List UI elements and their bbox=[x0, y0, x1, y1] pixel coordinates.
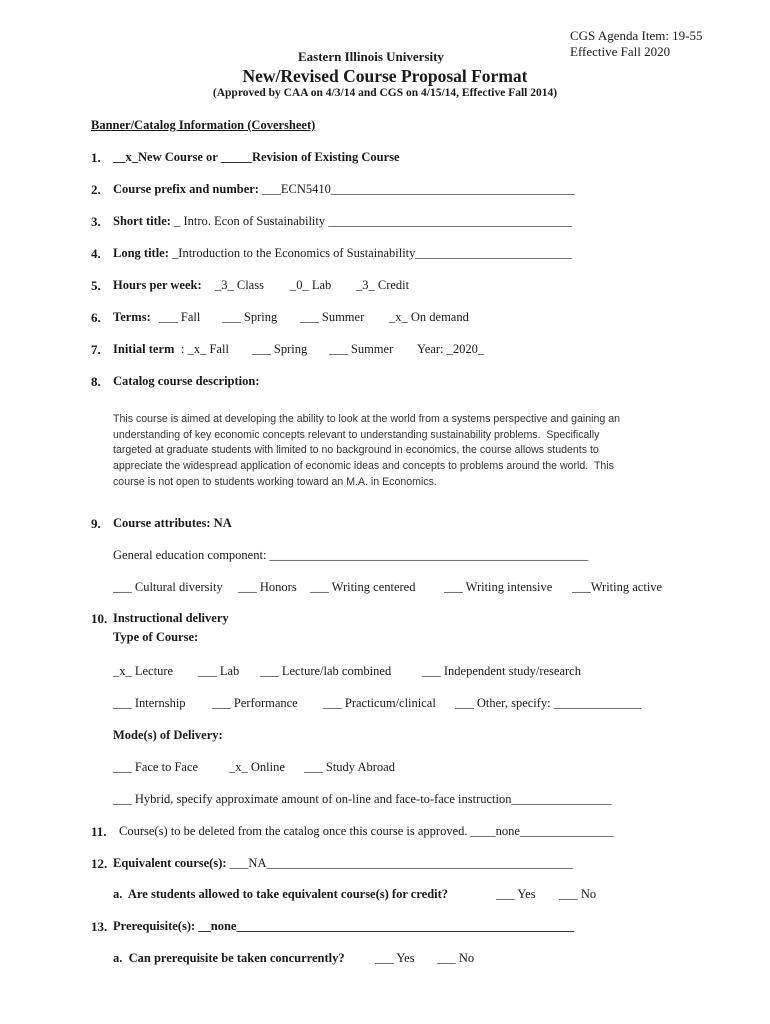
type-independent-study: ___ Independent study/research bbox=[422, 664, 581, 678]
hours-label: Hours per week: bbox=[113, 278, 202, 292]
initial-year: Year: _2020_ bbox=[417, 342, 485, 356]
item-number: 2. bbox=[91, 182, 101, 197]
item-number: 10. bbox=[91, 611, 108, 626]
attr-writing-intensive: ___ Writing intensive bbox=[444, 580, 553, 594]
item-number: 3. bbox=[91, 214, 101, 229]
equivalent-yes: ___ Yes bbox=[496, 887, 536, 901]
course-attributes-label: Course attributes: NA bbox=[113, 516, 232, 530]
long-title-value: _Introduction to the Economics of Sustainability_________________________ bbox=[168, 246, 572, 260]
concurrent-yes: ___ Yes bbox=[375, 951, 415, 965]
equivalent-courses-field bbox=[113, 856, 573, 871]
section-heading: Banner/Catalog Information (Coversheet) bbox=[91, 118, 316, 132]
item-number: 8. bbox=[91, 374, 101, 389]
term-fall: ___ Fall bbox=[159, 310, 201, 324]
item-number: 9. bbox=[91, 516, 101, 531]
mode-hybrid: ___ Hybrid, specify approximate amount of on-line and face-to-face instruction________________ bbox=[113, 792, 612, 806]
item-number: 6. bbox=[91, 310, 101, 325]
mode-study-abroad: ___ Study Abroad bbox=[304, 760, 395, 774]
form-title: New/Revised Course Proposal Format bbox=[242, 66, 528, 86]
type-internship: ___ Internship bbox=[113, 696, 186, 710]
concurrent-no: ___ No bbox=[437, 951, 475, 965]
item-number: 12. bbox=[91, 856, 108, 871]
agenda-item: CGS Agenda Item: 19-55 bbox=[570, 28, 703, 43]
effective-date: Effective Fall 2020 bbox=[570, 44, 671, 59]
initial-fall: : _x_ Fall bbox=[181, 342, 229, 356]
attr-writing-active: ___Writing active bbox=[572, 580, 663, 594]
short-title-label: Short title: bbox=[113, 214, 171, 228]
short-title-field bbox=[113, 214, 572, 229]
hours-lab: _0_ Lab bbox=[290, 278, 332, 292]
type-performance: ___ Performance bbox=[212, 696, 298, 710]
attr-cultural-diversity: ___ Cultural diversity bbox=[113, 580, 223, 594]
term-on-demand: _x_ On demand bbox=[389, 310, 469, 324]
course-prefix-value: ___ECN5410_______________________________________ bbox=[258, 182, 575, 196]
university-name: Eastern Illinois University bbox=[298, 49, 444, 64]
item-number: 4. bbox=[91, 246, 101, 261]
equivalent-courses-label: Equivalent course(s): bbox=[113, 856, 227, 870]
catalog-description-label: Catalog course description: bbox=[113, 374, 260, 388]
deleted-courses-field: Course(s) to be deleted from the catalog once this course is approved. ____none_______________ bbox=[119, 824, 614, 838]
item-number: 5. bbox=[91, 278, 101, 293]
modes-heading: Mode(s) of Delivery: bbox=[113, 728, 223, 742]
initial-summer: ___ Summer bbox=[329, 342, 394, 356]
type-other: ___ Other, specify: ______________ bbox=[455, 696, 642, 710]
hours-class: _3_ Class bbox=[215, 278, 264, 292]
equivalent-credit-question: a. Are students allowed to take equivalent course(s) for credit? bbox=[113, 887, 449, 901]
approval-note: (Approved by CAA on 4/3/14 and CGS on 4/15/14, Effective Fall 2014) bbox=[212, 87, 558, 99]
term-spring: ___ Spring bbox=[222, 310, 278, 324]
terms-label: Terms: bbox=[113, 310, 151, 324]
initial-term-label: Initial term bbox=[113, 342, 175, 356]
description-line: understanding of key economic concepts relevant to understanding sustainability problems. Specifically bbox=[113, 429, 600, 441]
gen-ed-field: General education component: ___________________________________________________ bbox=[113, 548, 589, 562]
attr-writing-centered: ___ Writing centered bbox=[310, 580, 416, 594]
attr-honors: ___ Honors bbox=[238, 580, 297, 594]
initial-spring: ___ Spring bbox=[252, 342, 308, 356]
item-number: 7. bbox=[91, 342, 101, 357]
hours-credit: _3_ Credit bbox=[356, 278, 410, 292]
item-number: 11. bbox=[91, 824, 107, 839]
equivalent-courses-value: ___NA_________________________________________________ bbox=[226, 856, 573, 870]
mode-online: _x_ Online bbox=[229, 760, 285, 774]
prerequisites-field: Prerequisite(s): __none______________________________________________________ bbox=[113, 919, 574, 933]
description-line: appreciate the widespread application of economic ideas and concepts to problems around the world. This bbox=[113, 460, 614, 472]
type-lab: ___ Lab bbox=[198, 664, 240, 678]
short-title-value: _ Intro. Econ of Sustainability _______________________________________ bbox=[170, 214, 573, 228]
type-lecture-lab: ___ Lecture/lab combined bbox=[260, 664, 392, 678]
long-title-label: Long title: bbox=[113, 246, 169, 260]
course-type-field: __x_New Course or _____Revision of Existing Course bbox=[113, 150, 400, 164]
instructional-delivery-label: Instructional delivery bbox=[113, 611, 229, 625]
description-line: course is not open to students working toward an M.A. in Economics. bbox=[113, 476, 437, 488]
course-prefix-label: Course prefix and number: bbox=[113, 182, 259, 196]
course-prefix-field bbox=[113, 182, 575, 197]
item-number: 13. bbox=[91, 919, 108, 934]
type-practicum: ___ Practicum/clinical bbox=[323, 696, 436, 710]
concurrent-question: a. Can prerequisite be taken concurrently? bbox=[113, 951, 345, 965]
long-title-field bbox=[113, 246, 572, 261]
type-lecture: _x_ Lecture bbox=[113, 664, 174, 678]
type-of-course-label: Type of Course: bbox=[113, 630, 199, 644]
equivalent-no: ___ No bbox=[559, 887, 597, 901]
term-summer: ___ Summer bbox=[300, 310, 365, 324]
description-line: targeted at graduate students with limited to no background in economics, the course allows students to bbox=[113, 444, 599, 456]
item-number: 1. bbox=[91, 150, 101, 165]
mode-face-to-face: ___ Face to Face bbox=[113, 760, 199, 774]
description-line: This course is aimed at developing the ability to look at the world from a systems perspective and gaining an bbox=[113, 413, 620, 425]
